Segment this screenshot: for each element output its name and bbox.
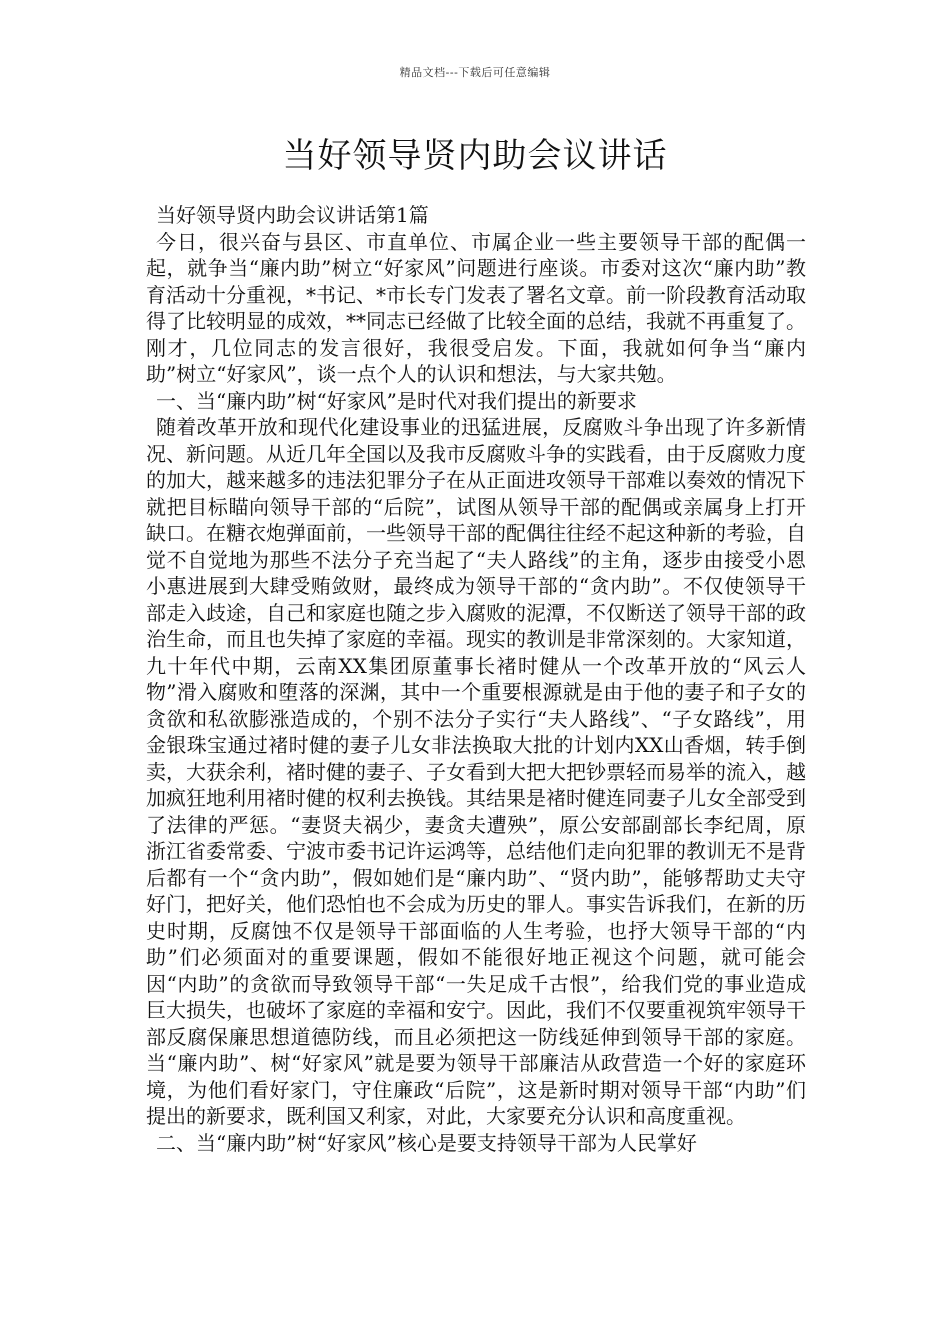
section-heading-1: 一、当“廉内助”树“好家风”是时代对我们提出的新要求	[156, 388, 637, 413]
document-body	[146, 202, 806, 1156]
document-title: 当好领导贤内助会议讲话	[282, 136, 668, 176]
header-note: 精品文档---下载后可任意编辑	[399, 66, 551, 79]
section-heading-2: 二、当“廉内助”树“好家风”核心是要支持领导干部为人民掌好	[156, 1130, 697, 1155]
paragraph-intro: 今日，很兴奋与县区、市直单位、市属企业一些主要领导干部的配偶一起，就争当“廉内助”树立“好家风”问题进行座谈。市委对这次“廉内助”教育活动十分重视，*书记、*市长专门发表了署名文章。前一阶段教育活动取得了比较明显的成效，**同志已经做了比较全面的总结，我就不再重复了。刚才，几位同志的发言很好，我很受启发。下面，我就如何争当“廉内助”树立“好家风”，谈一点个人的认识和想法，与大家共勉。	[146, 229, 806, 386]
section-subtitle: 当好领导贤内助会议讲话第1篇	[156, 203, 429, 227]
paragraph-section-1: 随着改革开放和现代化建设事业的迅猛进展，反腐败斗争出现了许多新情况、新问题。从近几年全国以及我市反腐败斗争的实践看，由于反腐败力度的加大，越来越多的违法犯罪分子在从正面进攻领导干部难以奏效的情况下就把目标瞄向领导干部的“后院”，试图从领导干部的配偶或亲属身上打开缺口。在糖衣炮弹面前，一些领导干部的配偶往往经不起这种新的考验，自觉不自觉地为那些不法分子充当起了“夫人路线”的主角，逐步由接受小恩小惠进展到大肆受贿敛财，最终成为领导干部的“贪内助”。不仅使领导干部走入歧途，自己和家庭也随之步入腐败的泥潭，不仅断送了领导干部的政治生命，而且也失掉了家庭的幸福。现实的教训是非常深刻的。大家知道，九十年代中期，云南XX集团原董事长褚时健从一个改革开放的“风云人物”滑入腐败和堕落的深渊，其中一个重要根源就是由于他的妻子和子女的贪欲和私欲膨涨造成的，个别不法分子实行“夫人路线”、“子女路线”，用金银珠宝通过褚时健的妻子儿女非法换取大批的计划内XX山香烟，转手倒卖，大获余利，褚时健的妻子、子女看到大把大把钞票轻而易举的流入，越加疯狂地利用褚时健的权利去换钱。其结果是褚时健连同妻子儿女全部受到了法律的严惩。“妻贤夫祸少，妻贪夫遭殃”，原公安部副部长李纪周，原浙江省委常委、宁波市委书记许运鸿等，总结他们走向犯罪的教训无不是背后都有一个“贪内助”，假如她们是“廉内助”、“贤内助”，能够帮助丈夫守好门，把好关，他们恐怕也不会成为历史的罪人。事实告诉我们，在新的历史时期，反腐蚀不仅是领导干部面临的人生考验，也抒大领导干部的“内助”们必须面对的重要课题，假如不能很好地正视这个问题，就可能会因“内助”的贪欲而导致领导干部“一失足成千古恨”，给我们党的事业造成巨大损失，也破坏了家庭的幸福和安宁。因此，我们不仅要重视筑牢领导干部反腐保廉思想道德防线，而且必须把这一防线延伸到领导干部的家庭。当“廉内助”、树“好家风”就是要为领导干部廉洁从政营造一个好的家庭环境，为他们看好家门，守住廉政“后院”，这是新时期对领导干部“内助”们提出的新要求，既利国又利家，对此，大家要充分认识和高度重视。	[146, 415, 806, 1128]
